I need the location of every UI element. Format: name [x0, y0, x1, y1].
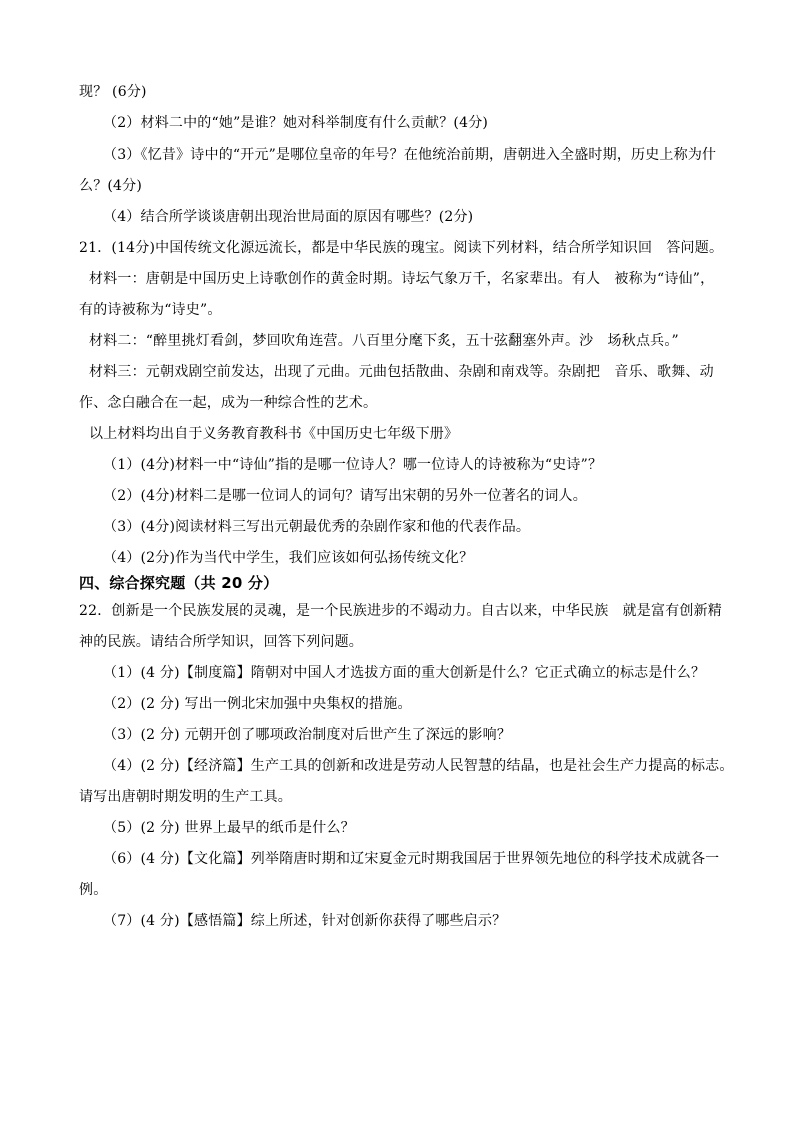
- question-22-4: （4）(2 分)【经济篇】生产工具的创新和改进是劳动人民智慧的结晶，也是社会生产力提高的标志。: [103, 758, 734, 774]
- question-20-2: （2）材料二中的“她”是谁？她对科举制度有什么贡献？(4分): [103, 115, 489, 131]
- material-source: 以上材料均出自于义务教育教科书《中国历史七年级下册》: [89, 426, 459, 442]
- text-line: 请写出唐朝时期发明的生产工具。: [79, 789, 292, 805]
- text-line: 神的民族。请结合所学知识，回答下列问题。: [79, 634, 363, 650]
- text-line: 现？ (6分): [79, 84, 147, 100]
- question-22-7: （7）(4 分)【感悟篇】综上所述，针对创新你获得了哪些启示？: [103, 913, 507, 929]
- question-21-1: （1）(4分)材料一中“诗仙”指的是哪一位诗人？哪一位诗人的诗被称为“史诗”？: [103, 457, 603, 473]
- question-22-3: （3）(2 分) 元朝开创了哪项政治制度对后世产生了深远的影响？: [103, 727, 512, 743]
- question-21-4: （4）(2分)作为当代中学生，我们应该如何弘扬传统文化？: [103, 550, 474, 566]
- material-3: 材料三：元朝戏剧空前发达，出现了元曲。元曲包括散曲、杂剧和南戏等。杂剧把 音乐、歌舞、动: [89, 364, 714, 380]
- section-heading: 四、综合探究题（共 20 分）: [79, 574, 279, 592]
- question-22-2: （2）(2 分) 写出一例北宋加强中央集权的措施。: [103, 696, 412, 712]
- text-line: 有的诗被称为“诗史”。: [79, 302, 222, 318]
- text-line: 作、念白融合在一起，成为一种综合性的艺术。: [79, 395, 378, 411]
- question-22-6: （6）(4 分)【文化篇】列举隋唐时期和辽宋夏金元时期我国居于世界领先地位的科学技术成就各一: [103, 851, 720, 867]
- text-line: 么？(4分): [79, 178, 143, 194]
- question-20-3: （3）《忆昔》诗中的“开元”是哪位皇帝的年号？在他统治前期，唐朝进入全盛时期，历史上称为什: [103, 147, 717, 163]
- question-22-stem: 22．创新是一个民族发展的灵魂，是一个民族进步的不竭动力。自古以来，中华民族 就是富有创新精: [79, 603, 723, 619]
- question-20-4: （4）结合所学谈谈唐朝出现治世局面的原因有哪些？(2分): [103, 209, 474, 225]
- question-22-1: （1）(4 分)【制度篇】隋朝对中国人才选拔方面的重大创新是什么？它正式确立的标志是什么？: [103, 665, 706, 681]
- question-21-stem: 21．(14分)中国传统文化源远流长，都是中华民族的瑰宝。阅读下列材料，结合所学知识回 答问题。: [79, 240, 724, 256]
- material-2: 材料二：“醉里挑灯看剑，梦回吹角连营。八百里分麾下炙，五十弦翻塞外声。沙 场秋点兵。”: [89, 333, 679, 349]
- text-line: 例。: [79, 882, 108, 898]
- material-1: 材料一：唐朝是中国历史上诗歌创作的黄金时期。诗坛气象万千，名家辈出。有人 被称为“诗仙”，: [89, 271, 715, 287]
- question-21-2: （2）(4分)材料二是哪一位词人的词句？请写出宋朝的另外一位著名的词人。: [103, 488, 587, 504]
- question-22-5: （5）(2 分) 世界上最早的纸币是什么？: [103, 820, 355, 836]
- question-21-3: （3）(4分)阅读材料三写出元朝最优秀的杂剧作家和他的代表作品。: [103, 519, 531, 535]
